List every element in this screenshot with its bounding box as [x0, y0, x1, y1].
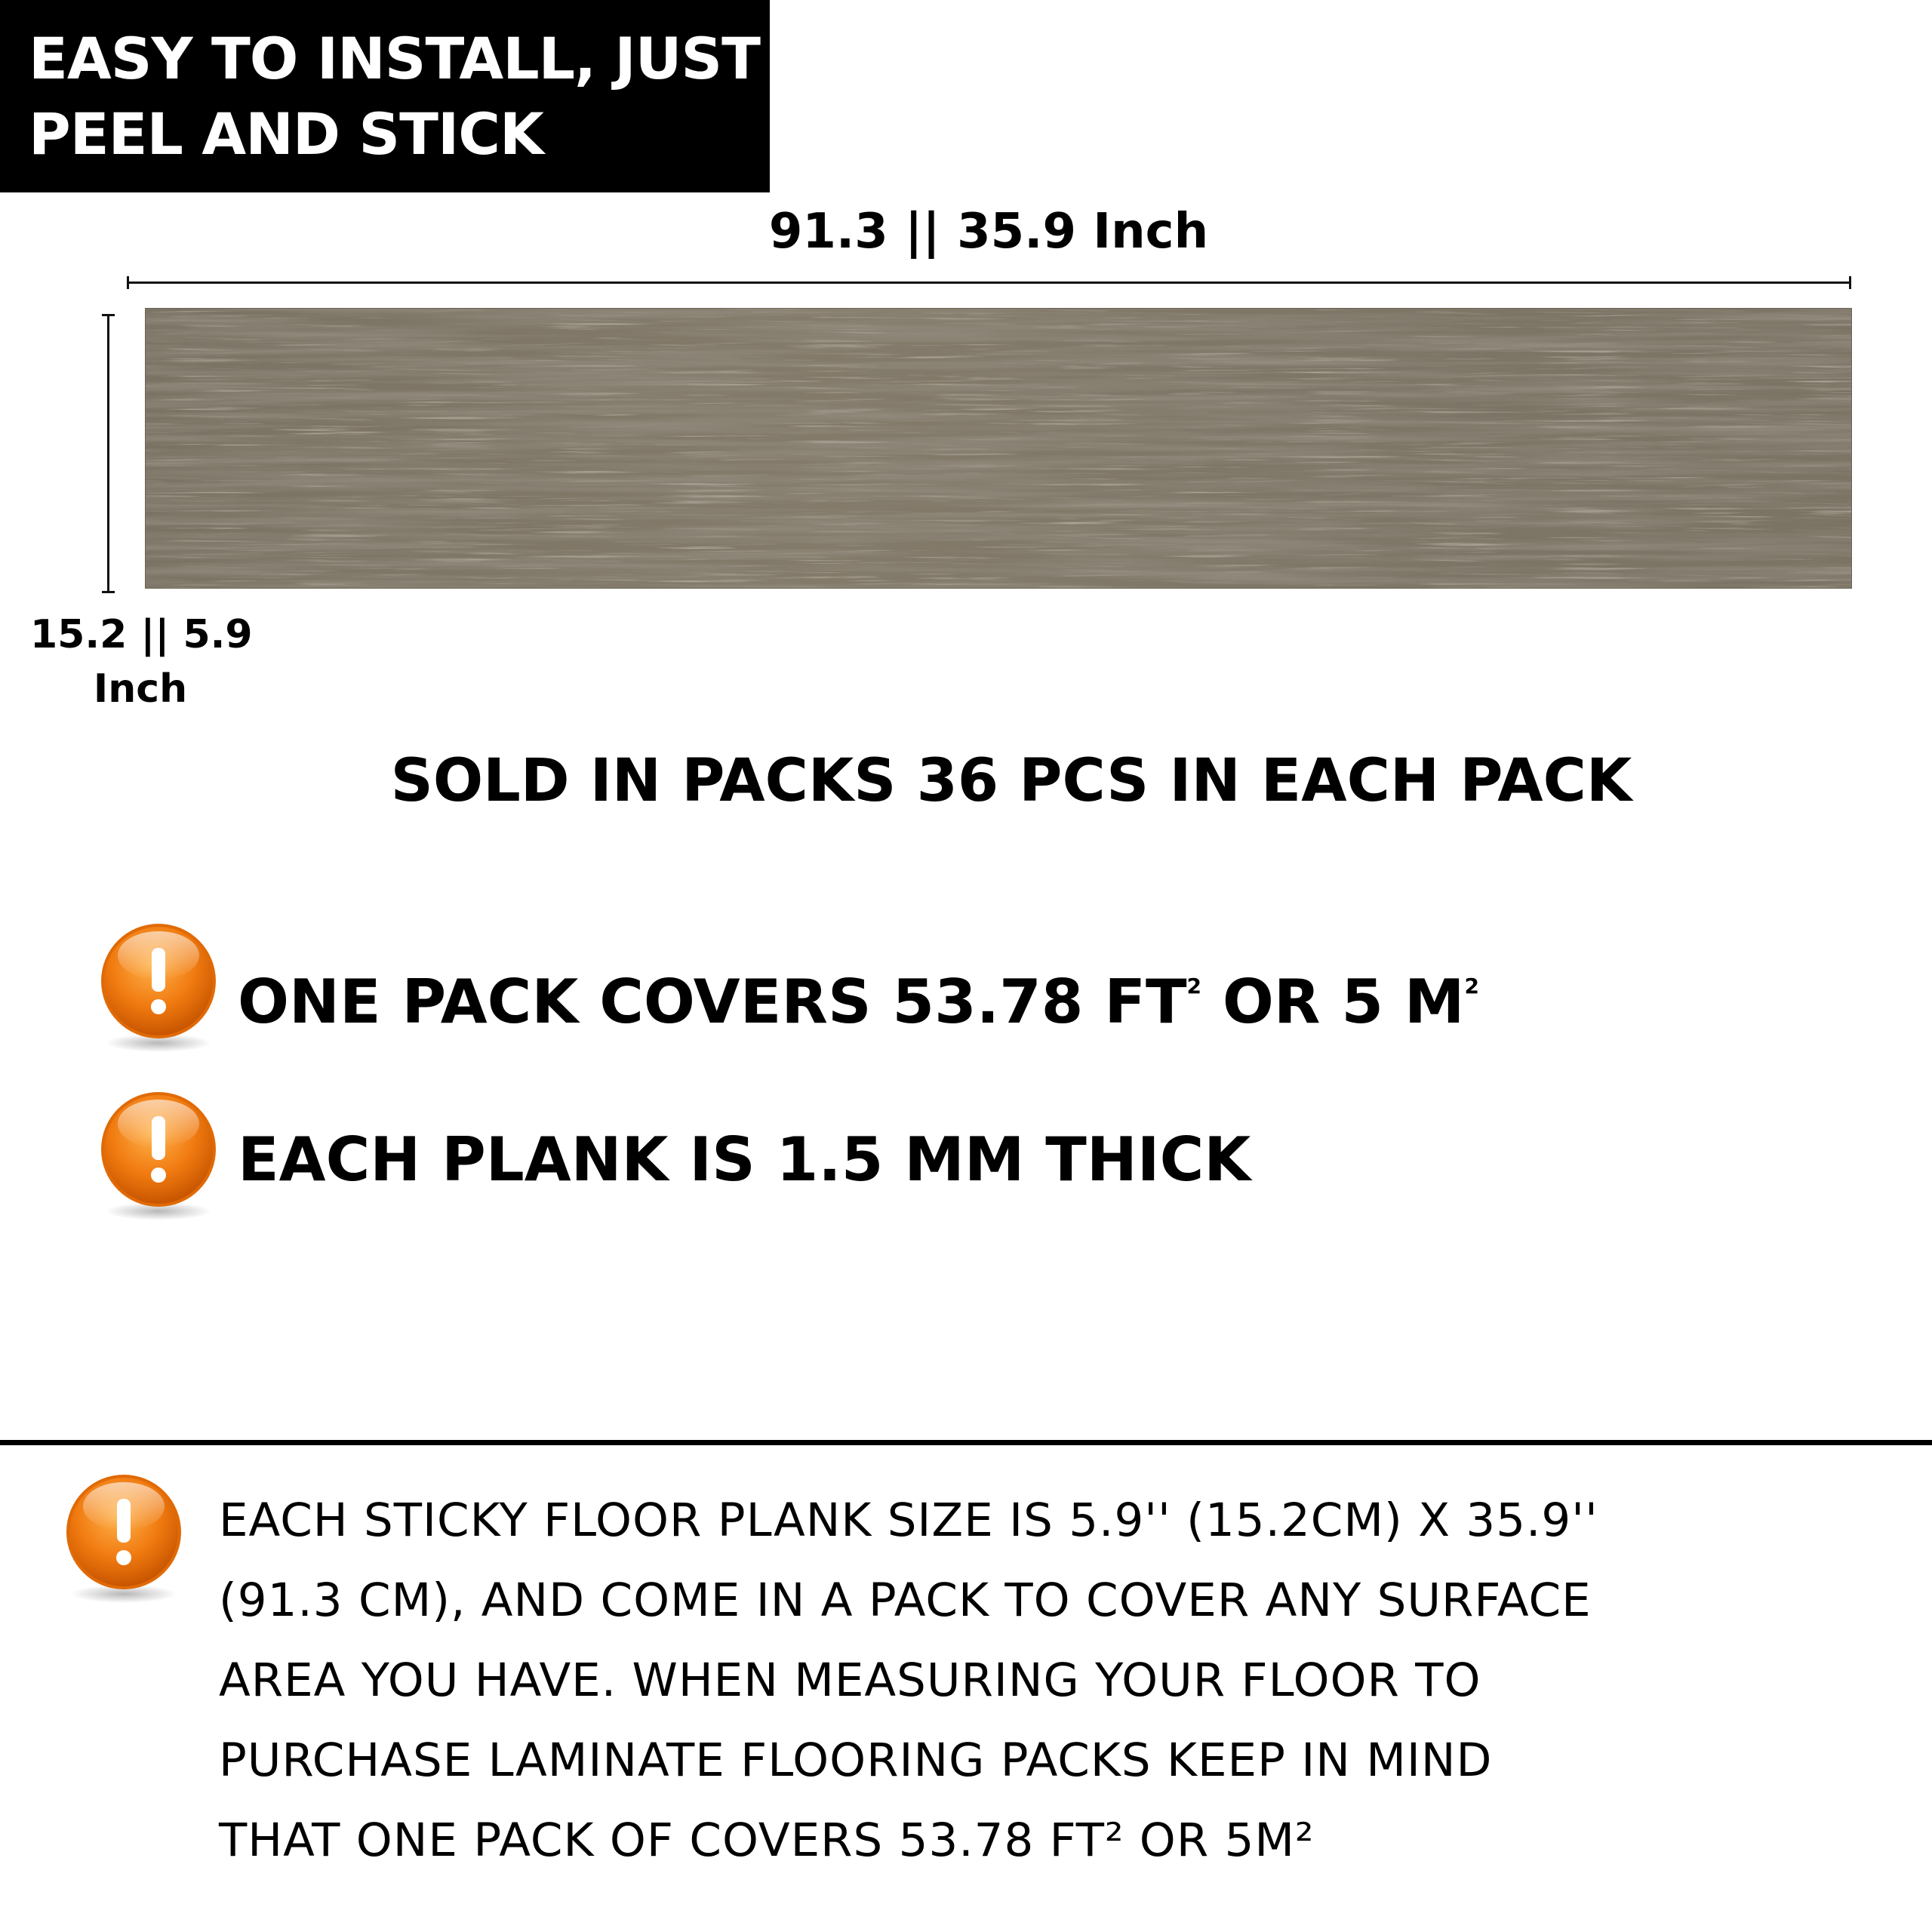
size-note-line-4: PURCHASE LAMINATE FLOORING PACKS KEEP IN MIND: [219, 1734, 1493, 1787]
size-note-line-2: (91.3 CM), AND COME IN A PACK TO COVER ANY SURFACE: [219, 1574, 1592, 1627]
feature-thickness: [98, 1091, 1306, 1226]
height-dimension-label: [30, 608, 251, 716]
height-dimension-line-1: 15.2 || 5.9: [30, 612, 253, 657]
width-dimension-line: [127, 281, 1851, 284]
size-note-line-3: AREA YOU HAVE. WHEN MEASURING YOUR FLOOR TO: [219, 1654, 1481, 1707]
headline-line-2: PEEL AND STICK: [29, 100, 543, 168]
feature-coverage: [98, 922, 1479, 1058]
height-dimension-line: [107, 314, 109, 593]
size-note-line-5: THAT ONE PACK OF COVERS 53.78 FT² OR 5M²: [219, 1814, 1315, 1867]
section-divider: [0, 1440, 1932, 1445]
exclamation-icon: [63, 1473, 184, 1605]
width-dimension-label: 91.3 || 35.9 Inch: [768, 204, 1209, 260]
pack-info-heading: SOLD IN PACKS 36 PCS IN EACH PACK: [390, 747, 1632, 815]
feature-thickness-text: EACH PLANK IS 1.5 MM THICK: [238, 1124, 1251, 1195]
wood-plank-image: [145, 308, 1852, 589]
headline-banner: [0, 0, 770, 192]
exclamation-icon: [98, 922, 219, 1054]
size-note-line-1: EACH STICKY FLOOR PLANK SIZE IS 5.9'' (15.2CM) X 35.9'': [219, 1494, 1598, 1547]
size-note: [219, 1481, 1909, 1881]
feature-coverage-text: ONE PACK COVERS 53.78 $FT^2$ OR 5 $M^2$: [238, 967, 1479, 1038]
headline-line-1: EASY TO INSTALL, JUST: [29, 25, 761, 92]
exclamation-icon: [98, 1091, 219, 1223]
height-dimension-line-2: Inch: [93, 666, 188, 712]
